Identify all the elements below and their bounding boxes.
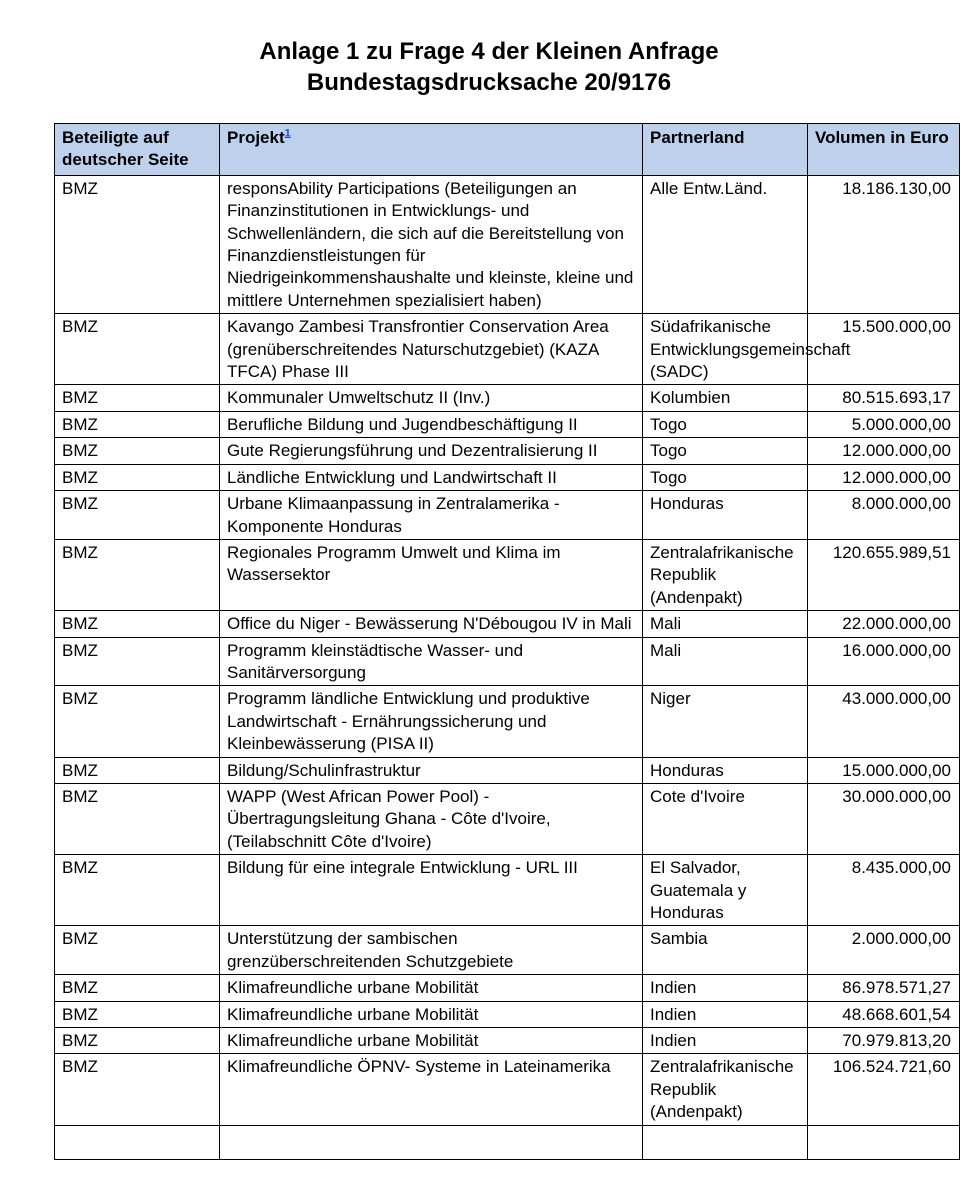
cell-projekt: Klimafreundliche urbane Mobilität (220, 975, 643, 1001)
cell-volumen: 48.668.601,54 (808, 1001, 960, 1027)
table-row (55, 975, 960, 1001)
cell-projekt: Programm ländliche Entwicklung und produktive Landwirtschaft - Ernährungssicherung und Kleinbewässerung (PISA II) (220, 686, 643, 757)
cell-volumen: 86.978.571,27 (808, 975, 960, 1001)
cell-projekt: Unterstützung der sambischen grenzüberschreitenden Schutzgebiete (220, 926, 643, 975)
table-row (55, 855, 960, 926)
cell-volumen: 120.655.989,51 (808, 539, 960, 610)
cell-beteiligte: BMZ (55, 975, 220, 1001)
cell-projekt: WAPP (West African Power Pool) - Übertragungsleitung Ghana - Côte d'Ivoire, (Teilabschnitt Côte d'Ivoire) (220, 783, 643, 854)
cell-projekt: Gute Regierungsführung und Dezentralisierung II (220, 438, 643, 464)
cell-projekt: Kavango Zambesi Transfrontier Conservation Area (grenüberschreitendes Naturschutzgebiet) (KAZA TFCA) Phase III (220, 314, 643, 385)
cell-projekt: Klimafreundliche urbane Mobilität (220, 1028, 643, 1054)
cell-partnerland: Zentralafrikanische Republik (Andenpakt) (643, 539, 808, 610)
cell-volumen: 18.186.130,00 (808, 175, 960, 313)
title-line-2: Bundestagsdrucksache 20/9176 (306, 69, 672, 96)
cell-beteiligte: BMZ (55, 491, 220, 540)
table-body (55, 175, 960, 1159)
cell-beteiligte: BMZ (55, 464, 220, 490)
table-row (55, 314, 960, 385)
cell-partnerland: Honduras (643, 757, 808, 783)
cell-volumen: 12.000.000,00 (808, 438, 960, 464)
cell-beteiligte: BMZ (55, 637, 220, 686)
cell-volumen: 43.000.000,00 (808, 686, 960, 757)
cell-beteiligte: BMZ (55, 757, 220, 783)
header-projekt (220, 124, 643, 176)
table-row (55, 757, 960, 783)
cell-partnerland: Zentralafrikanische Republik (Andenpakt) (643, 1054, 808, 1125)
cell-volumen: 70.979.813,20 (808, 1028, 960, 1054)
cell-partnerland: Honduras (643, 491, 808, 540)
cell-volumen: 8.435.000,00 (808, 855, 960, 926)
table-row (55, 491, 960, 540)
cell-partnerland: Indien (643, 1028, 808, 1054)
cell-partnerland: Mali (643, 637, 808, 686)
cell-partnerland: Südafrikanische Entwicklungsgemeinschaft (SADC) (643, 314, 808, 385)
cell-beteiligte: BMZ (55, 1001, 220, 1027)
cell-partnerland: Indien (643, 975, 808, 1001)
table-row (55, 385, 960, 411)
cell-beteiligte: BMZ (55, 539, 220, 610)
table-row-continued (55, 1125, 960, 1159)
empty-cell (220, 1125, 643, 1159)
cell-beteiligte: BMZ (55, 438, 220, 464)
cell-beteiligte: BMZ (55, 783, 220, 854)
table-row (55, 611, 960, 637)
table-row (55, 1001, 960, 1027)
empty-cell (808, 1125, 960, 1159)
table-row (55, 539, 960, 610)
cell-volumen: 80.515.693,17 (808, 385, 960, 411)
cell-projekt: Bildung für eine integrale Entwicklung - URL III (220, 855, 643, 926)
cell-projekt: Ländliche Entwicklung und Landwirtschaft II (220, 464, 643, 490)
cell-projekt: Klimafreundliche ÖPNV- Systeme in Lateinamerika (220, 1054, 643, 1125)
table-row (55, 175, 960, 313)
cell-beteiligte: BMZ (55, 926, 220, 975)
cell-projekt: Klimafreundliche urbane Mobilität (220, 1001, 643, 1027)
header-projekt-label: Projekt (227, 128, 285, 147)
table-row (55, 783, 960, 854)
cell-partnerland: Togo (643, 438, 808, 464)
cell-volumen: 106.524.721,60 (808, 1054, 960, 1125)
cell-partnerland: Mali (643, 611, 808, 637)
cell-projekt: Programm kleinstädtische Wasser- und Sanitärversorgung (220, 637, 643, 686)
projects-table (54, 123, 960, 1160)
cell-projekt: Office du Niger - Bewässerung N'Débougou IV in Mali (220, 611, 643, 637)
cell-volumen: 16.000.000,00 (808, 637, 960, 686)
table-row (55, 686, 960, 757)
header-volumen: Volumen in Euro (808, 124, 960, 176)
page-title (0, 36, 978, 98)
cell-partnerland: Alle Entw.Länd. (643, 175, 808, 313)
empty-cell (55, 1125, 220, 1159)
cell-projekt: Kommunaler Umweltschutz II (Inv.) (220, 385, 643, 411)
cell-beteiligte: BMZ (55, 855, 220, 926)
cell-partnerland: Sambia (643, 926, 808, 975)
cell-beteiligte: BMZ (55, 385, 220, 411)
cell-beteiligte: BMZ (55, 686, 220, 757)
cell-volumen: 15.500.000,00 (808, 314, 960, 385)
header-partnerland: Partnerland (643, 124, 808, 176)
cell-partnerland: Togo (643, 464, 808, 490)
cell-projekt: Bildung/Schulinfrastruktur (220, 757, 643, 783)
table-header-row (55, 124, 960, 176)
cell-beteiligte: BMZ (55, 411, 220, 437)
cell-beteiligte: BMZ (55, 1028, 220, 1054)
cell-projekt: Regionales Programm Umwelt und Klima im Wassersektor (220, 539, 643, 610)
cell-partnerland: El Salvador, Guatemala y Honduras (643, 855, 808, 926)
cell-beteiligte: BMZ (55, 1054, 220, 1125)
table-row (55, 1028, 960, 1054)
table-row (55, 438, 960, 464)
cell-beteiligte: BMZ (55, 314, 220, 385)
cell-partnerland: Niger (643, 686, 808, 757)
cell-beteiligte: BMZ (55, 175, 220, 313)
empty-cell (643, 1125, 808, 1159)
table-row (55, 464, 960, 490)
cell-volumen: 12.000.000,00 (808, 464, 960, 490)
cell-volumen: 2.000.000,00 (808, 926, 960, 975)
cell-projekt: Berufliche Bildung und Jugendbeschäftigung II (220, 411, 643, 437)
table-row (55, 926, 960, 975)
cell-projekt: Urbane Klimaanpassung in Zentralamerika - Komponente Honduras (220, 491, 643, 540)
footnote-link[interactable]: 1 (284, 127, 291, 140)
cell-partnerland: Indien (643, 1001, 808, 1027)
cell-volumen: 8.000.000,00 (808, 491, 960, 540)
cell-beteiligte: BMZ (55, 611, 220, 637)
table-row (55, 637, 960, 686)
cell-partnerland: Cote d'Ivoire (643, 783, 808, 854)
table-row (55, 1054, 960, 1125)
cell-volumen: 15.000.000,00 (808, 757, 960, 783)
cell-volumen: 30.000.000,00 (808, 783, 960, 854)
cell-partnerland: Kolumbien (643, 385, 808, 411)
cell-volumen: 22.000.000,00 (808, 611, 960, 637)
cell-partnerland: Togo (643, 411, 808, 437)
title-line-1: Anlage 1 zu Frage 4 der Kleinen Anfrage (259, 38, 719, 65)
cell-volumen: 5.000.000,00 (808, 411, 960, 437)
cell-projekt: responsAbility Participations (Beteiligungen an Finanzinstitutionen in Entwicklungs- und Schwellenländern, die sich auf die Bereitstellung von Finanzdienstleistungen für Niedrigeinkommenshaushalte und kleinste, kleine und mittlere Unternehmen spezialisiert haben) (220, 175, 643, 313)
header-beteiligte: Beteiligte auf deutscher Seite (55, 124, 220, 176)
table-row (55, 411, 960, 437)
